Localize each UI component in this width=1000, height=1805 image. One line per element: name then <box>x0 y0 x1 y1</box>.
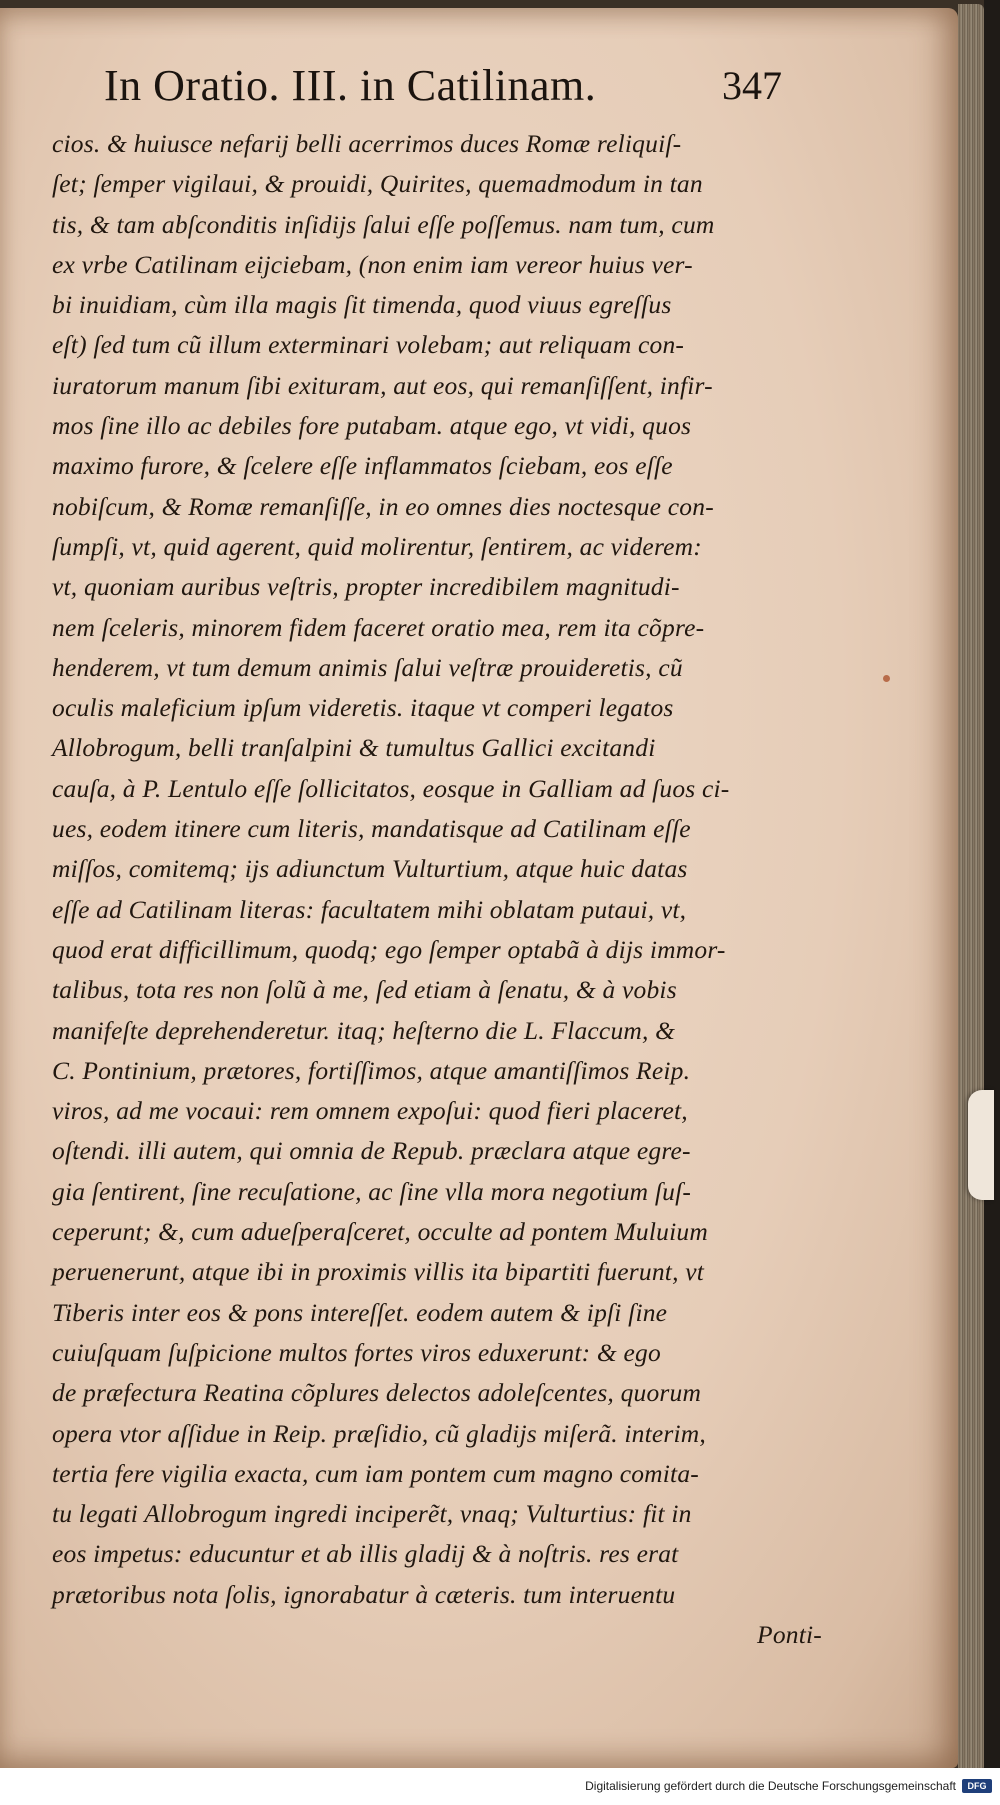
body-text <box>52 124 852 1655</box>
text-line: gia ſentirent, ſine recuſatione, ac ſine vlla mora negotium ſuſ- <box>52 1176 692 1206</box>
text-line: maximo furore, & ſcelere eſſe inflammatos ſciebam, eos eſſe <box>52 451 673 481</box>
text-line: miſſos, comitemq; ijs adiunctum Vulturtium, atque huic datas <box>52 854 688 884</box>
text-line: viros, ad me vocaui: rem omnem expoſui: quod fieri placeret, <box>52 1096 688 1126</box>
text-line: eſſe ad Catilinam literas: facultatem mihi oblatam putaui, vt, <box>52 894 687 924</box>
book-edge-shadow <box>984 0 1000 1805</box>
text-line: opera vtor aſſidue in Reip. præſidio, cũ gladijs miſerã. interim, <box>52 1418 706 1448</box>
text-line: iuratorum manum ſibi exituram, aut eos, qui remanſiſſent, infir- <box>52 370 713 400</box>
text-line: ex vrbe Catilinam eijciebam, (non enim iam vereor huius ver- <box>52 249 693 279</box>
text-line: mos ſine illo ac debiles fore putabam. atque ego, vt vidi, quos <box>52 411 692 441</box>
page-marker-tab <box>968 1090 994 1200</box>
text-line: eos impetus: educuntur et ab illis gladij & à noſtris. res erat <box>52 1539 679 1569</box>
page-number: 347 <box>722 63 782 108</box>
text-line: vt, quoniam auribus veſtris, propter incredibilem magnitudi- <box>52 572 680 602</box>
running-head: In Oratio. III. in Catilinam. <box>104 61 597 110</box>
text-line: peruenerunt, atque ibi in proximis villis ita bipartiti fuerunt, vt <box>52 1257 705 1287</box>
text-line: ues, eodem itinere cum literis, mandatisque ad Catilinam eſſe <box>52 814 691 844</box>
text-line: de præfectura Reatina cõplures delectos adoleſcentes, quorum <box>52 1378 702 1408</box>
text-line: C. Pontinium, prætores, fortiſſimos, atque amantiſſimos Reip. <box>52 1055 691 1085</box>
page-header <box>104 60 804 112</box>
text-line: prætoribus nota ſolis, ignorabatur à cæteris. tum interuentu <box>52 1579 676 1609</box>
text-line: tertia fere vigilia exacta, cum iam pontem cum magno comita- <box>52 1458 699 1488</box>
text-line: eſt) ſed tum cũ illum exterminari volebam; aut reliquam con- <box>52 330 685 360</box>
catchword: Ponti- <box>757 1619 822 1649</box>
text-line: cios. & huiusce nefarij belli acerrimos duces Romæ reliquiſ- <box>52 129 682 158</box>
ink-spot <box>883 675 890 682</box>
text-line: tis, & tam abſconditis inſidijs ſalui eſſe poſſemus. nam tum, cum <box>52 209 715 239</box>
text-line: nem ſceleris, minorem fidem faceret oratio mea, rem ita cõpre- <box>52 612 705 642</box>
text-line: nobiſcum, & Romæ remanſiſſe, in eo omnes dies noctesque con- <box>52 491 714 521</box>
dfg-logo-icon: DFG <box>962 1779 992 1793</box>
text-line: Tiberis inter eos & pons intereſſet. eodem autem & ipſi ſine <box>52 1297 668 1327</box>
text-line: oculis maleficium ipſum videretis. itaque vt comperi legatos <box>52 693 674 723</box>
text-line: cauſa, à P. Lentulo eſſe ſollicitatos, eosque in Galliam ad ſuos ci- <box>52 773 730 803</box>
text-line: oſtendi. illi autem, qui omnia de Repub. præclara atque egre- <box>52 1136 691 1166</box>
text-line: tu legati Allobrogum ingredi inciperẽt, vnaq; Vulturtius: fit in <box>52 1499 692 1529</box>
text-line: manifeſte deprehenderetur. itaq; heſterno die L. Flaccum, & <box>52 1015 676 1045</box>
page-fore-edge <box>958 4 984 1772</box>
text-line: henderem, vt tum demum animis ſalui veſtræ prouideretis, cũ <box>52 652 683 682</box>
digitization-credit <box>585 1773 992 1799</box>
text-line: quod erat difficillimum, quodq; ego ſemper optabã à dijs immor- <box>52 934 726 964</box>
credit-text: Digitalisierung gefördert durch die Deutsche Forschungsgemeinschaft <box>585 1779 956 1793</box>
text-line: talibus, tota res non ſolũ à me, ſed etiam à ſenatu, & à vobis <box>52 975 677 1005</box>
text-line: ceperunt; &, cum adueſperaſceret, occulte ad pontem Muluium <box>52 1217 708 1247</box>
text-line: ſumpſi, vt, quid agerent, quid molirentur, ſentirem, ac viderem: <box>52 531 702 561</box>
text-line: bi inuidiam, cùm illa magis ſit timenda, quod viuus egreſſus <box>52 290 672 320</box>
text-line: cuiuſquam ſuſpicione multos fortes viros eduxerunt: & ego <box>52 1337 661 1367</box>
text-line: Allobrogum, belli tranſalpini & tumultus Gallici excitandi <box>52 733 656 763</box>
text-line: ſet; ſemper vigilaui, & prouidi, Quirites, quemadmodum in tan <box>52 169 703 199</box>
